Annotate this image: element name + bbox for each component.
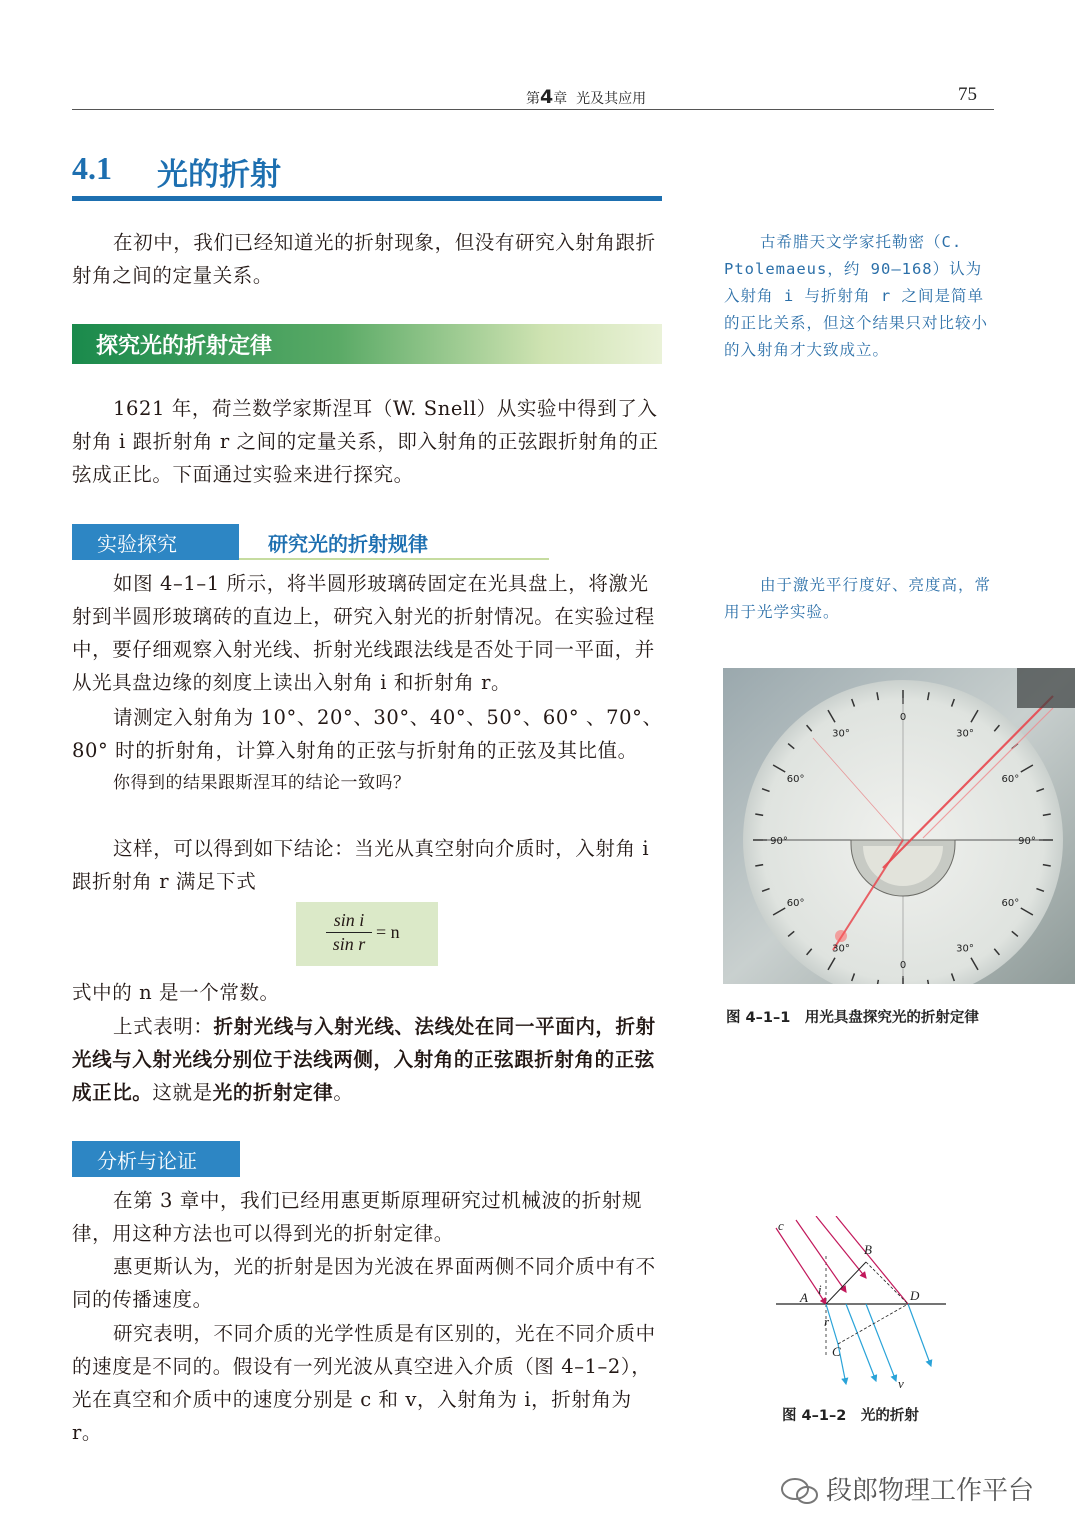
analysis-paragraph-2: 惠更斯认为，光的折射是因为光波在界面两侧不同介质中有不同的传播速度。 xyxy=(72,1255,656,1311)
disk-tick-label: 90° xyxy=(770,836,788,847)
experiment-label: 实验探究 xyxy=(97,532,177,556)
law-suffix: 这就是 xyxy=(152,1081,213,1104)
refracted-ray-3 xyxy=(866,1304,896,1381)
label-v: v xyxy=(898,1376,904,1391)
header-divider xyxy=(72,109,994,110)
disk-tick-label: 30° xyxy=(832,943,850,955)
law-prefix: 上式表明： xyxy=(113,1015,214,1038)
chapter-prefix: 第 xyxy=(526,91,540,107)
page-number: 75 xyxy=(958,84,977,105)
formula-numerator: sin i xyxy=(326,910,372,933)
chapter-header xyxy=(526,86,646,108)
disk-tick-label: 60° xyxy=(1001,898,1020,909)
incident-ray-3 xyxy=(816,1216,866,1278)
chapter-suffix: 章 xyxy=(553,91,568,107)
formula-fraction xyxy=(326,910,372,955)
subsection-title: 探究光的折射定律 xyxy=(96,334,273,359)
incident-ray-4 xyxy=(836,1216,908,1304)
figure-2-caption: 图 4–1–2 光的折射 xyxy=(782,1408,919,1424)
label-r: r xyxy=(824,1314,830,1329)
laser-spot xyxy=(835,930,847,942)
optical-disk-photo xyxy=(723,668,1075,984)
chapter-title: 光及其应用 xyxy=(576,91,647,107)
intro-paragraph: 在初中，我们已经知道光的折射现象，但没有研究入射角跟折射角之间的定量关系。 xyxy=(72,231,656,287)
side-note-ptolemy: 古希腊天文学家托勒密（C. Ptolemaeus，约 90—168）认为入射角 i 与折射角 r 之间是简单的正比关系，但这个结果只对比较小的入射角才大致成立。 xyxy=(724,233,989,359)
law-name: 光的折射定律 xyxy=(212,1081,334,1104)
section-number: 4.1 xyxy=(72,150,112,186)
refraction-diagram xyxy=(766,1216,956,1396)
analysis-paragraph-3: 研究表明，不同介质的光学性质是有区别的，光在不同介质中的速度是不同的。假设有一列光波从真空进入介质（图 4–1–2），光在真空和介质中的速度分别是 c 和 v，入射角为 i，折射角为 r。 xyxy=(72,1322,656,1444)
experiment-title-underline xyxy=(239,558,549,560)
disk-tick-label: 0 xyxy=(899,712,907,723)
label-c: c xyxy=(778,1218,784,1233)
law-end: 。 xyxy=(333,1081,354,1104)
refracted-ray-2 xyxy=(846,1304,876,1381)
segment-BD xyxy=(866,1262,908,1304)
laser-source xyxy=(1017,668,1075,708)
experiment-title: 研究光的折射规律 xyxy=(268,532,428,556)
analysis-paragraph-1: 在第 3 章中，我们已经用惠更斯原理研究过机械波的折射规律，用这种方法也可以得到光的折射定律。 xyxy=(72,1189,643,1245)
disk-tick-label: 60° xyxy=(786,898,805,909)
label-D: D xyxy=(910,1288,920,1303)
figure-1-caption: 图 4–1–1 用光具盘探究光的折射定律 xyxy=(726,1010,979,1026)
disk-tick-label: 90° xyxy=(1018,836,1036,847)
analysis-label: 分析与论证 xyxy=(97,1149,197,1173)
disk-tick-label: 30° xyxy=(956,943,974,955)
formula-denominator: sin r xyxy=(332,934,366,954)
section-title: 光的折射 xyxy=(157,157,281,193)
formula-rhs: = n xyxy=(376,922,400,942)
label-A: A xyxy=(800,1290,808,1305)
law-statement: 折射光线与入射光线、法线处在同一平面内，折射光线与入射光线分别位于法线两侧，入射角的正弦跟折射角的正弦成正比。 xyxy=(72,1015,656,1104)
question: 你得到的结果跟斯涅耳的结论一致吗？ xyxy=(113,773,411,793)
watermark-text: 段郎物理工作平台 xyxy=(826,1476,1035,1506)
chapter-number: 4 xyxy=(540,86,554,108)
wavefront-AB xyxy=(826,1262,866,1304)
disk-tick-label: 60° xyxy=(1001,774,1020,785)
section-rule xyxy=(72,196,662,201)
constant-line: 式中的 n 是一个常数。 xyxy=(72,981,280,1004)
experiment-paragraph-1: 如图 4–1–1 所示，将半圆形玻璃砖固定在光具盘上，将激光射到半圆形玻璃砖的直边上，研究入射光的折射情况。在实验过程中，要仔细观察入射光线、折射光线跟法线是否处于同一平面，并从光具盘边缘的刻度上读出入射角 i 和折射角 r。 xyxy=(72,572,655,694)
disk-tick-label: 30° xyxy=(956,728,974,740)
disk-tick-label: 60° xyxy=(786,774,805,785)
label-i: i xyxy=(818,1282,822,1297)
disk-tick-label: 0 xyxy=(899,960,907,971)
wechat-icon xyxy=(780,1476,820,1506)
disk-tick-label: 30° xyxy=(832,728,850,740)
conclusion-paragraph: 这样，可以得到如下结论：当光从真空射向介质时，入射角 i 跟折射角 r 满足下式 xyxy=(72,837,650,893)
refracted-ray-4 xyxy=(908,1304,931,1366)
label-B: B xyxy=(864,1242,872,1257)
label-C: C xyxy=(832,1344,841,1359)
experiment-paragraph-2: 请测定入射角为 10°、20°、30°、40°、50°、60° 、70°、80° 时的折射角，计算入射角的正弦与折射角的正弦及其比值。 xyxy=(72,706,663,762)
snell-paragraph: 1621 年，荷兰数学家斯涅耳（W. Snell）从实验中得到了入射角 i 跟折射角 r 之间的定量关系，即入射角的正弦跟折射角的正弦成正比。下面通过实验来进行探究。 xyxy=(72,397,659,486)
side-note-laser: 由于激光平行度好、亮度高，常用于光学实验。 xyxy=(724,576,992,621)
law-paragraph xyxy=(72,1010,664,1109)
